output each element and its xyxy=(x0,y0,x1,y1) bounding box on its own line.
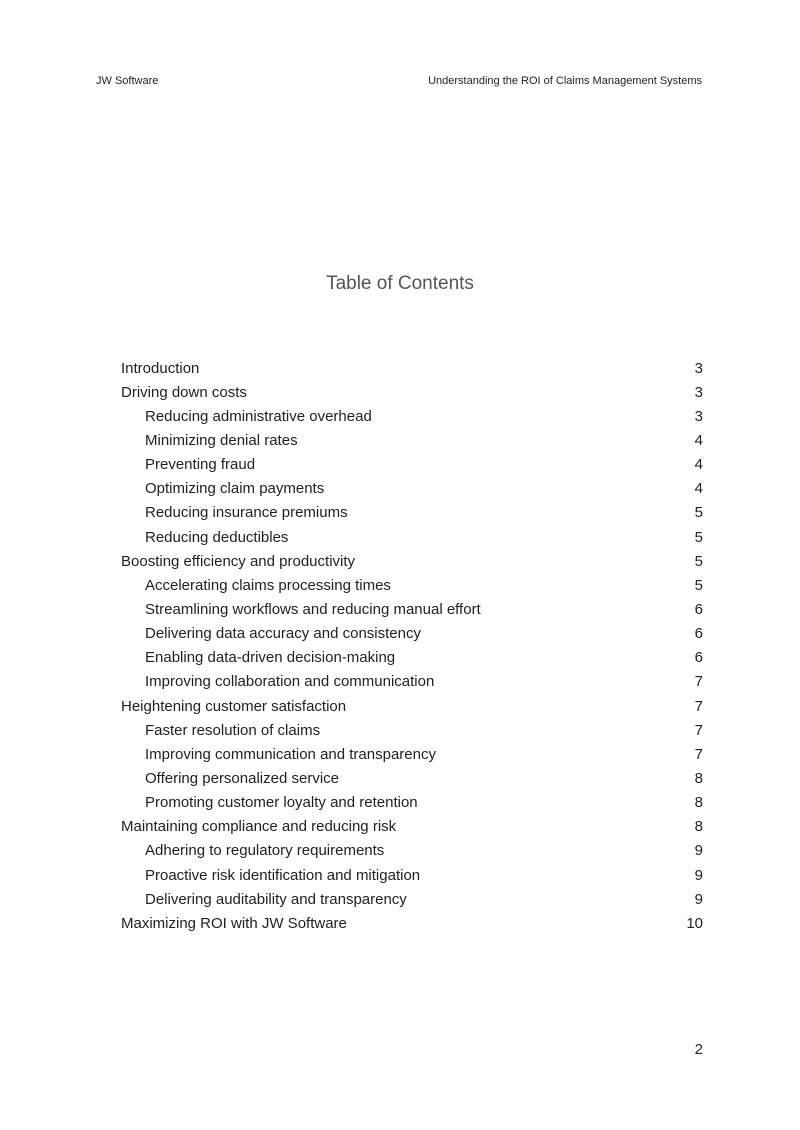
toc-entry[interactable] xyxy=(121,549,703,573)
toc-entry-label: Improving communication and transparency xyxy=(145,745,436,763)
toc-entry-label: Adhering to regulatory requirements xyxy=(145,842,385,860)
toc-entry-page-number: 6 xyxy=(694,600,703,618)
toc-entry-page-number: 7 xyxy=(694,721,703,739)
toc-entry[interactable] xyxy=(121,694,703,718)
toc-entry-label: Reducing administrative overhead xyxy=(145,407,372,425)
toc-entry-page-number: 7 xyxy=(694,745,703,763)
toc-entry-page-number: 9 xyxy=(694,866,703,884)
toc-entry-page-number: 5 xyxy=(694,576,703,594)
toc-entry-page-number: 5 xyxy=(694,528,703,546)
toc-entry-label: Optimizing claim payments xyxy=(145,480,325,498)
toc-entry[interactable] xyxy=(121,525,703,549)
page-number: 2 xyxy=(694,1041,703,1058)
toc-entry-page-number: 4 xyxy=(694,431,703,449)
toc-entry-label: Maximizing ROI with JW Software xyxy=(121,914,347,932)
toc-entry[interactable] xyxy=(121,428,703,452)
toc-entry-page-number: 3 xyxy=(694,383,703,401)
toc-entry-label: Proactive risk identification and mitigation xyxy=(145,866,421,884)
toc-entry[interactable] xyxy=(121,718,703,742)
toc-entry-page-number: 8 xyxy=(694,818,703,836)
table-of-contents-list xyxy=(121,356,703,935)
toc-entry[interactable] xyxy=(121,477,703,501)
toc-entry-label: Delivering data accuracy and consistency xyxy=(145,625,421,643)
toc-entry-label: Heightening customer satisfaction xyxy=(121,697,347,715)
toc-entry[interactable] xyxy=(121,815,703,839)
toc-entry-page-number: 5 xyxy=(694,552,703,570)
toc-entry[interactable] xyxy=(121,356,703,380)
toc-entry-label: Introduction xyxy=(121,359,200,377)
toc-entry[interactable] xyxy=(121,380,703,404)
toc-title: Table of Contents xyxy=(326,273,474,294)
toc-entry[interactable] xyxy=(121,791,703,815)
toc-entry-page-number: 3 xyxy=(694,407,703,425)
toc-entry[interactable] xyxy=(121,766,703,790)
toc-entry-page-number: 8 xyxy=(694,794,703,812)
toc-entry-page-number: 7 xyxy=(694,697,703,715)
toc-entry-label: Promoting customer loyalty and retention xyxy=(145,794,418,812)
toc-entry[interactable] xyxy=(121,597,703,621)
toc-entry[interactable] xyxy=(121,911,703,935)
toc-entry[interactable] xyxy=(121,646,703,670)
toc-entry-page-number: 10 xyxy=(686,914,703,932)
toc-entry-label: Reducing insurance premiums xyxy=(145,504,348,522)
toc-entry-page-number: 6 xyxy=(694,625,703,643)
toc-entry-label: Accelerating claims processing times xyxy=(145,576,391,594)
toc-entry-label: Streamlining workflows and reducing manual effort xyxy=(145,600,481,618)
toc-entry-page-number: 4 xyxy=(694,480,703,498)
toc-entry-page-number: 9 xyxy=(694,890,703,908)
toc-entry-page-number: 9 xyxy=(694,842,703,860)
toc-entry-page-number: 6 xyxy=(694,649,703,667)
toc-entry-page-number: 4 xyxy=(694,456,703,474)
toc-entry[interactable] xyxy=(121,887,703,911)
toc-entry-page-number: 5 xyxy=(694,504,703,522)
toc-entry-label: Reducing deductibles xyxy=(145,528,289,546)
toc-entry-label: Minimizing denial rates xyxy=(145,431,298,449)
toc-entry-label: Enabling data-driven decision-making xyxy=(145,649,396,667)
toc-entry-label: Boosting efficiency and productivity xyxy=(121,552,356,570)
toc-entry-label: Faster resolution of claims xyxy=(145,721,321,739)
toc-entry[interactable] xyxy=(121,670,703,694)
toc-entry-label: Improving collaboration and communication xyxy=(145,673,435,691)
toc-entry-page-number: 8 xyxy=(694,769,703,787)
toc-entry[interactable] xyxy=(121,573,703,597)
toc-entry-label: Offering personalized service xyxy=(145,769,339,787)
toc-entry[interactable] xyxy=(121,863,703,887)
toc-entry[interactable] xyxy=(121,742,703,766)
header-company-name: JW Software xyxy=(96,75,159,87)
toc-entry[interactable] xyxy=(121,453,703,477)
toc-entry[interactable] xyxy=(121,404,703,428)
toc-entry-label: Preventing fraud xyxy=(145,456,256,474)
toc-entry-label: Delivering auditability and transparency xyxy=(145,890,407,908)
toc-entry-label: Maintaining compliance and reducing risk xyxy=(121,818,397,836)
toc-entry[interactable] xyxy=(121,839,703,863)
toc-entry-page-number: 7 xyxy=(694,673,703,691)
toc-entry[interactable] xyxy=(121,622,703,646)
toc-entry-page-number: 3 xyxy=(694,359,703,377)
header-document-title: Understanding the ROI of Claims Management Systems xyxy=(428,75,702,87)
toc-entry-label: Driving down costs xyxy=(121,383,247,401)
toc-entry[interactable] xyxy=(121,501,703,525)
